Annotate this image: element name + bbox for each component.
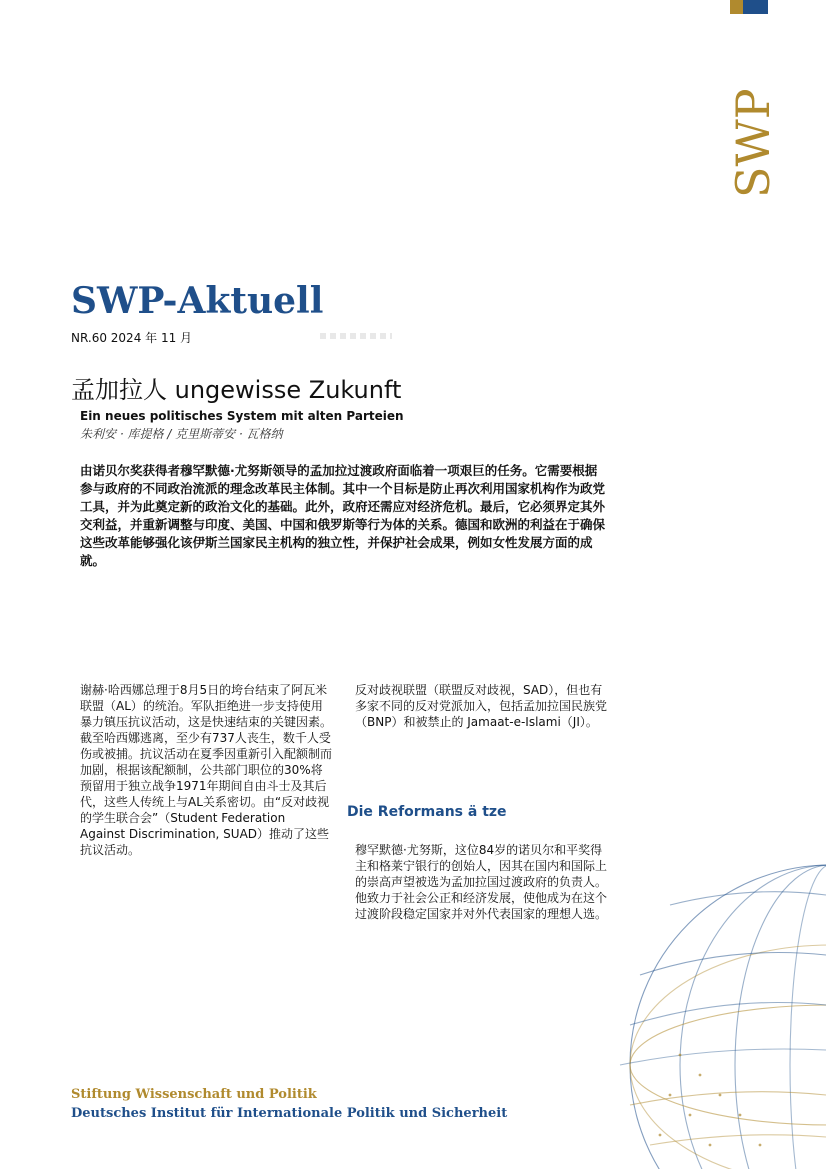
body-column-left: 谢赫·哈西娜总理于8月5日的垮台结束了阿瓦米联盟（AL）的统治。军队拒绝进一步支持使用暴力镇压抗议活动，这是快速结束的关键因素。截至哈西娜逃离，至少有737人丧生，数千人受伤或被捕。抗议活动在夏季因重新引入配额制而加剧，根据该配额制，公共部门职位的30%将预留用于独立战争1971年期间自由斗士及其后代，这些人传统上与AL关系密切。由“反对歧视的学生联合会”（Student Federation Against Discrimination, SUAD）推动了这些抗议活动。 (80, 683, 333, 857)
footer-institution-line1: Stiftung Wissenschaft und Politik (71, 1087, 317, 1102)
series-title: SWP-Aktuell (71, 280, 324, 322)
article-title: 孟加拉人 ungewisse Zukunft (71, 376, 402, 404)
corner-color-bar (730, 0, 768, 14)
body-column-right-bottom: 穆罕默德·尤努斯，这位84岁的诺贝尔和平奖得主和格莱宁银行的创始人，因其在国内和国际上的崇高声望被选为孟加拉国过渡政府的负责人。他致力于社会公正和经济发展，使他成为在这个过渡阶段稳定国家并对外代表国家的理想人选。 (355, 843, 608, 921)
body-column-right-top: 反对歧视联盟（联盟反对歧视，SAD），但也有多家不同的反对党派加入，包括孟加拉国民族党（BNP）和被禁止的 Jamaat-e-Islami（JI）。 (355, 683, 608, 729)
section-heading: Die Reformans ä tze (347, 804, 507, 820)
issue-number: NR.60 2024 年 11 月 (71, 331, 193, 345)
corner-gold-block (730, 0, 743, 14)
svg-text:SWP: SWP (726, 88, 780, 198)
footer-institution-line2: Deutsches Institut für Internationale Politik und Sicherheit (71, 1106, 508, 1121)
globe-decoration-icon (610, 845, 826, 1169)
faint-watermark (320, 333, 392, 339)
article-subtitle: Ein neues politisches System mit alten Parteien (80, 409, 404, 423)
swp-logo-icon (724, 80, 780, 200)
corner-blue-block (743, 0, 768, 14)
article-authors: 朱利安 · 库提格 / 克里斯蒂安 · 瓦格纳 (80, 427, 283, 441)
article-abstract: 由诺贝尔奖获得者穆罕默德·尤努斯领导的孟加拉过渡政府面临着一项艰巨的任务。它需要根据参与政府的不同政治流派的理念改革民主体制。其中一个目标是防止再次利用国家机构作为政党工具，并为此奠定新的政治文化的基础。此外，政府还需应对经济危机。最后，它必须界定其外交利益，并重新调整与印度、美国、中国和俄罗斯等行为体的关系。德国和欧洲的利益在于确保这些改革能够强化该伊斯兰国家民主机构的独立性，并保护社会成果，例如女性发展方面的成就。 (80, 463, 606, 568)
